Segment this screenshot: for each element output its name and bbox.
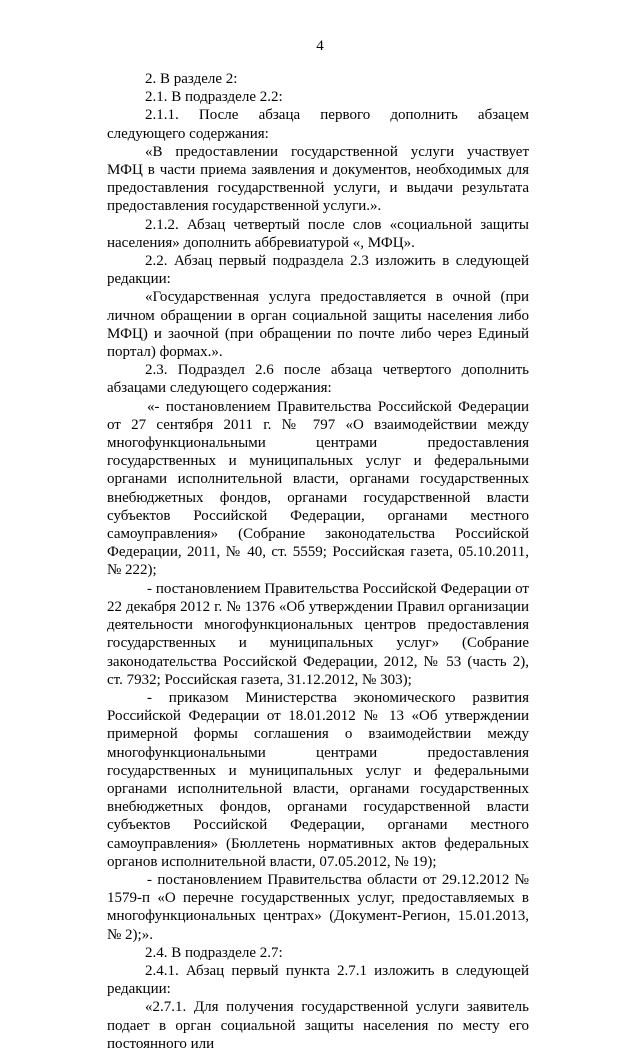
paragraph-2-3: 2.3. Подраздел 2.6 после абзаца четвертого дополнить абзацами следующего содержания: <box>107 362 529 397</box>
page-number: 4 <box>316 38 324 54</box>
paragraph-order-13: - приказом Министерства экономического развития Российской Федерации от 18.01.2012 № 13 «Об утверждении примерной формы соглашения о взаимодействии между многофункциональными центрами предоставления государственных и муниципальных услуг и федеральными органами исполнительной власти, органами государственных внебюджетных фондов, органами государственной власти субъектов Российской Федерации, органами местного самоуправления» (Бюллетень нормативных актов федеральных органов исполнительной власти, 07.05.2012, № 19); <box>107 689 529 870</box>
paragraph-quote-mfc: «В предоставлении государственной услуги участвует МФЦ в части приема заявления и документов, необходимых для предоставления государственной услуги, и выдачи результата предоставления государственной услуги.». <box>107 143 529 215</box>
paragraph-quote-2-7-1: «2.7.1. Для получения государственной услуги заявитель подает в орган социальной защиты населения по месту его постоянного или <box>107 999 529 1052</box>
paragraph-2-2: 2.2. Абзац первый подраздела 2.3 изложить в следующей редакции: <box>107 253 529 288</box>
paragraph-2-4: 2.4. В подразделе 2.7: <box>145 944 283 961</box>
paragraph-section-2: 2. В разделе 2: <box>145 71 238 87</box>
paragraph-2-4-1: 2.4.1. Абзац первый пункта 2.7.1 изложить в следующей редакции: <box>107 962 529 998</box>
paragraph-decree-1579: - постановлением Правительства области от 29.12.2012 № 1579-п «О перечне государственных услуг, предоставляемых в многофункциональных центрах» (Документ-Регион, 15.01.2013, № 2);». <box>107 871 529 943</box>
document-body <box>107 70 529 1053</box>
paragraph-2-1-2: 2.1.2. Абзац четвертый после слов «социальной защиты населения» дополнить аббревиатурой «, МФЦ». <box>107 216 529 251</box>
paragraph-2-1-1: 2.1.1. После абзаца первого дополнить абзацем следующего содержания: <box>107 107 529 142</box>
paragraph-2-1: 2.1. В подразделе 2.2: <box>145 89 283 106</box>
paragraph-decree-1376: - постановлением Правительства Российской Федерации от 22 декабря 2012 г. № 1376 «Об утверждении Правил организации деятельности многофункциональных центров предоставления государственных и муниципальных услуг» (Собрание законодательства Российской Федерации, 2012, № 53 (часть 2), ст. 7932; Российская газета, 31.12.2012, № 303); <box>107 580 529 688</box>
paragraph-decree-797: «- постановлением Правительства Российской Федерации от 27 сентября 2011 г. № 797 «О взаимодействии между многофункциональными центрами предоставления государственных и муниципальных услуг и федеральными органами исполнительной власти, органами государственных внебюджетных фондов, органами государственной власти субъектов Российской Федерации, органами местного самоуправления» (Собрание законодательства Российской Федерации, 2011, № 40, ст. 5559; Российская газета, 05.10.2011, № 222); <box>107 398 529 579</box>
paragraph-quote-service-form: «Государственная услуга предоставляется в очной (при личном обращении в орган социальной защиты населения либо МФЦ) и заочной (при обращении по почте либо через Единый портал) формах.». <box>107 289 529 361</box>
